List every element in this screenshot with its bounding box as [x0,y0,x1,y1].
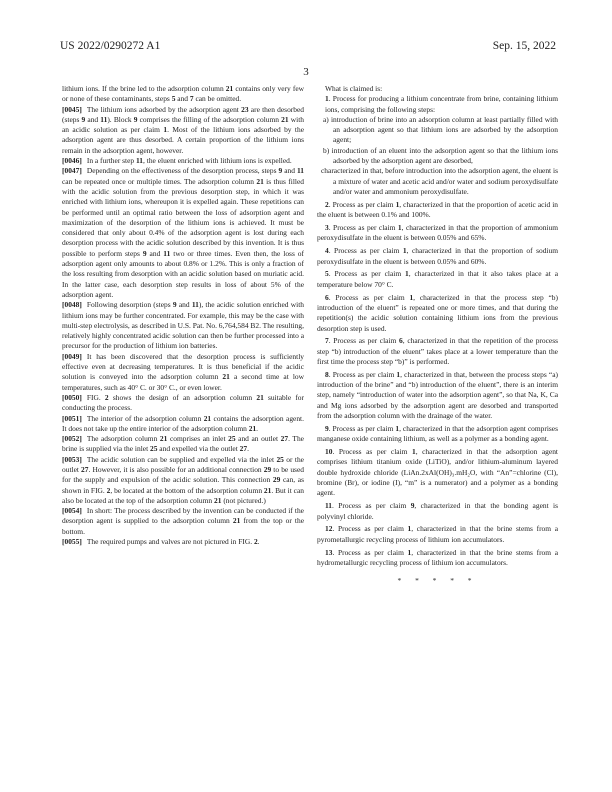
text-run: . Process as per claim [332,547,408,557]
reference-numeral: 4 [325,246,329,256]
text-run: . Process as per claim [332,524,408,534]
reference-numeral: 21 [159,434,168,444]
text-run: . Process for producing a lithium concentrate from brine, containing lithium ions, comprising the following steps: [325,94,558,114]
text-run: , characterized in that it also takes place at a temperature below 70° C. [317,269,559,289]
text-run: are then desorbed (steps [62,104,305,124]
text-run: and expelled via the outlet [157,444,240,454]
reference-numeral: 25 [228,434,236,444]
reference-numeral: 21 [263,485,272,495]
paragraph [62,414,304,435]
text-run: , characterized in that the process step “b) introduction of the eluent” is repeated one or more times, and that during the repetition(s) the acidic solution containing lithium ions from the previous desorption step is used. [317,292,558,333]
claim-step: a) introduction of brine into an adsorption column at least partially filled with an adsorption agent so that lithium ions are adsorbed by the adsorption agent; [323,114,558,145]
reference-numeral: 11 [325,501,333,511]
reference-numeral: 25 [276,454,284,464]
text-run: to be used for the supply and expulsion of the acidic solution. This connection [62,464,304,485]
reference-numeral: 21 [248,423,257,433]
text-run: ), the acidic solution enriched with lithium ions may be further concentrated. For example, this may be the case with multi-step electrolysis, as described in U.S. Pat. No. 6,764,584 B2. The resulting, relatively highly concentrated acidic solution can then be further processed into a precursor for the production of lithium ion batteries. [62,300,304,351]
text-run: . Process as per claim [328,336,400,346]
paragraph [62,455,304,506]
page-number: 3 [303,66,309,78]
claim [317,336,558,367]
paragraph [62,537,304,547]
text-run: It has been discovered that the desorption process is sufficiently effective even at decreasing temperatures. It is thus beneficial if the acidic solution is conveyed into the adsorption column [62,351,304,382]
text-run: comprises an inlet [167,434,229,444]
paragraph [62,434,304,455]
text-run: . However, it is also possible for an additional connection [88,464,264,474]
paragraph-number: [0055] [62,537,82,547]
reference-numeral: 5 [171,94,176,104]
reference-numeral: 9 [81,114,86,124]
text-run: The acidic solution can be supplied and expelled via the inlet [86,454,277,464]
text-run: , characterized in that the adsorption agent comprises lithium titanium oxide (LiTiO), and/or lithium-aluminum layered double hydroxide chloride (LiAn.2xAl(OH)₃.mH₂O, with “An”=chlorine (Cl), bromine (Br), or iodine (I), “m” is a numerator) and a polymer as a bonding agent. [317,447,558,498]
claim [317,269,558,290]
claim [317,293,558,334]
text-run: a second time at low temperatures, such as 40° C. or 30° C., or even lower. [62,372,304,392]
reference-numeral: 21 [203,413,212,423]
text-run: , characterized in that the brine stems from a pyrometallurgic recycling process of lithium ion accumulators. [317,524,559,544]
text-run: shows the design of an adsorption column [108,392,257,402]
reference-numeral: 11 [296,166,304,176]
text-run: The lithium ions adsorbed by the adsorption agent [86,104,242,114]
text-run: is thus filled with the acidic solution from the previous desorption step, in which it was enriched with lithium ions, whereupon it is expelled again. These repetitions can be performed until an optimal ratio between the loss of adsorption agent and maximization of the desorption of the lithium ions is achieved. It must be considered that only about 0.4% of the adsorption agent is lost during each desorption process with the acidic solution described by this invention. It is thus possible to perform steps [62,176,304,258]
text-run: with an acidic solution as per claim [62,114,304,135]
paragraph-number: [0047] [62,166,82,176]
paragraph [62,166,304,300]
text-run: . Process as per claim [328,246,403,256]
text-run: can be repeated once or multiple times. The adsorption column [62,176,257,186]
text-run: (not pictured.) [221,495,266,505]
text-run: and an outlet [235,434,281,444]
text-run: , characterized in that the proportion of sodium peroxydisulfate in the eluent is between 0.05% and 60%. [317,246,559,266]
paragraph-number: [0054] [62,506,82,516]
reference-numeral: 9 [133,114,138,124]
reference-numeral: 11 [100,114,108,124]
paragraph-number: [0049] [62,351,82,361]
claim-step: b) introduction of an eluent into the adsorption agent so that the lithium ions adsorbed by the adsorption agent are desorbed, [323,145,558,166]
paragraph [62,506,304,537]
text-run: and [282,166,297,176]
text-run: FIG. [86,392,105,402]
reference-numeral: 6 [399,336,403,346]
text-run: . [257,537,260,547]
text-run: , the eluent enriched with lithium ions is expelled. [143,156,292,166]
text-run: ). Block [107,114,134,124]
claim [317,424,558,445]
claims-column [317,84,558,586]
reference-numeral: 27 [81,464,89,474]
claim [317,223,558,244]
reference-numeral: 8 [325,369,329,379]
text-run: . Process as per claim [328,199,396,209]
text-run: from the top or the bottom. [62,516,304,536]
reference-numeral: 7 [189,94,194,104]
reference-numeral: 21 [222,372,230,382]
claim-1-characterized: characterized in that, before introduction into the adsorption agent, the eluent is a mixture of water and acetic acid and/or water and sodium peroxydisulfate and/or water and ammonium peroxydisulfate. [321,166,558,196]
reference-numeral: 29 [272,475,281,485]
reference-numeral: 10 [325,447,333,457]
reference-numeral: 27 [280,434,289,444]
text-run: . Process as per claim [332,447,412,457]
text-run: . Process as per claim [328,269,406,279]
claim [317,246,558,267]
text-run: , characterized in that the bonding agent is polyvinyl chloride. [317,501,558,521]
reference-numeral: 2 [106,485,111,495]
reference-numeral: 11 [191,300,199,310]
text-run: . [247,444,249,454]
reference-numeral: 5 [325,269,329,279]
reference-numeral: 21 [214,495,222,505]
paragraph-number: [0046] [62,156,82,166]
reference-numeral: 1 [402,246,407,256]
reference-numeral: 9 [142,248,147,258]
end-mark: * * * * * [397,576,478,586]
claims-heading: What is claimed is: [325,84,383,93]
reference-numeral: 25 [150,444,158,454]
text-run: , characterized in that the repetition of the process step “b) introduction of the eluent” takes place at a lower temperature than the first time the process step “b)” is performed. [317,336,559,366]
reference-numeral: 7 [325,336,329,346]
reference-numeral: 12 [325,524,333,534]
text-run: , characterized in that the proportion of ammonium peroxydisulfate in the eluent is between 0.05% and 65%. [317,223,558,243]
text-run: lithium ions. If the brine led to the adsorption column [62,84,226,93]
text-run: , characterized in that the adsorption agent comprises manganese oxide containing lithium, as well as a polymer as a bonding agent. [317,423,558,444]
reference-numeral: 1 [405,269,409,279]
paragraph-number: [0048] [62,300,82,310]
text-run: , characterized in that, between the process steps “a) introduction of the brine” and “b) introduction of the eluent”, there is an interim step, namely “introduction of water into the adsorption agent”, so that Na, K, Ca and Mg ions adsorbed by the adsorption agent are desorbed and transported from the adsorption column with the drainage of the water. [317,369,558,421]
reference-numeral: 9 [410,501,415,511]
text-run: and [176,300,192,310]
text-run: The required pumps and valves are not pictured in FIG. [86,537,254,547]
reference-numeral: 23 [241,104,249,114]
reference-numeral: 1 [409,292,414,302]
paragraph [62,352,304,393]
text-run: . Process as per claim [328,223,398,233]
text-run: . But it can also be located at the top of the adsorption column [62,485,304,505]
text-run: , be located at the bottom of the adsorption column [110,485,264,495]
text-run: two or three times. Even then, the loss of adsorption agent only amounts to about 0.8% or 1.2%. This is only a fraction of the loss resulting from desorption with an acidic solution based on muriatic acid. In the latter case, each desorption step results in loss of about 5% of the adsorption agent. [62,248,305,299]
text-run: can be omitted. [193,94,242,104]
text-run: can, as shown in FIG. [62,475,304,495]
text-run: contains only very few or none of these contaminants, steps [62,84,305,104]
text-run: comprises the filling of the adsorption column [137,114,282,124]
claim [317,548,558,569]
publication-date: Sep. 15, 2022 [492,40,556,52]
reference-numeral: 21 [225,84,234,93]
reference-numeral: 13 [325,547,333,557]
reference-numeral: 9 [325,423,329,433]
reference-numeral: 1 [407,547,412,557]
text-run: or the outlet [62,454,304,474]
description-column [62,84,304,547]
text-run: In a further step [86,156,136,166]
text-run: In short: The process described by the invention can be conducted if the desorption agent is supplied to the adsorption column [62,506,304,526]
reference-numeral: 21 [256,392,264,402]
reference-numeral: 1 [407,524,412,534]
text-run: . Process as per claim [328,423,396,433]
reference-numeral: 2 [325,199,329,209]
reference-numeral: 3 [325,223,329,233]
paragraph-number: [0053] [62,454,82,464]
paragraph-number: [0052] [62,434,82,444]
claim-1-intro [325,94,558,115]
text-run: . The brine is supplied via the inlet [62,434,304,454]
reference-numeral: 29 [263,464,272,474]
reference-numeral: 6 [325,292,329,302]
text-run: Depending on the effectiveness of the desorption process, steps [86,166,279,176]
text-run: The interior of the adsorption column [86,413,204,423]
text-run: . Process as per claim [328,369,397,379]
text-run: . [256,423,259,433]
reference-numeral: 21 [232,516,241,526]
reference-numeral: 9 [278,166,283,176]
text-run: . Most of the lithium ions adsorbed by the adsorption agent are thus desorbed. A certain proportion of the lithium ions remain in the adsorption agent, however. [62,125,304,155]
text-run: , characterized in that the brine stems from a hydrometallurgic recycling process of lithium ion accumulators. [317,547,559,567]
reference-numeral: 1 [325,94,329,104]
text-run: . Process as per claim [328,292,410,302]
paragraph [62,105,304,156]
reference-numeral: 21 [256,176,264,186]
text-run: and [175,94,190,104]
reference-numeral: 11 [163,248,171,258]
paragraph [62,393,304,414]
claim [317,447,558,498]
reference-numeral: 1 [395,423,400,433]
reference-numeral: 27 [239,444,248,454]
reference-numeral: 2 [104,392,109,402]
reference-numeral: 1 [397,223,402,233]
claim [317,524,558,545]
paragraph-number: [0051] [62,413,82,423]
paragraph-continued [62,84,304,105]
text-run: Following desorption (steps [86,300,173,310]
paragraph [62,156,304,166]
reference-numeral: 9 [172,300,177,310]
claim [317,370,558,421]
text-run: , characterized in that the proportion of acetic acid in the eluent is between 0.1% and 100%. [317,199,559,220]
text-run: suitable for conducting the process. [62,392,305,413]
text-run: The adsorption column [86,434,160,444]
text-run: and [146,248,164,258]
reference-numeral: 1 [163,125,168,135]
paragraph [62,300,304,351]
text-run: contains the adsorption agent. It does not take up the entire interior of the adsorption column [62,413,304,433]
claim [317,200,558,221]
publication-number: US 2022/0290272 A1 [60,40,161,52]
reference-numeral: 11 [136,156,144,166]
reference-numeral: 1 [395,199,400,209]
text-run: . Process as per claim [332,501,411,511]
reference-numeral: 2 [253,537,258,547]
reference-numeral: 21 [281,114,289,124]
text-run: and [85,114,101,124]
reference-numeral: 1 [411,447,416,457]
reference-numeral: 1 [396,369,401,379]
paragraph-number: [0050] [62,392,82,402]
paragraph-number: [0045] [62,104,82,114]
claim [317,501,558,522]
